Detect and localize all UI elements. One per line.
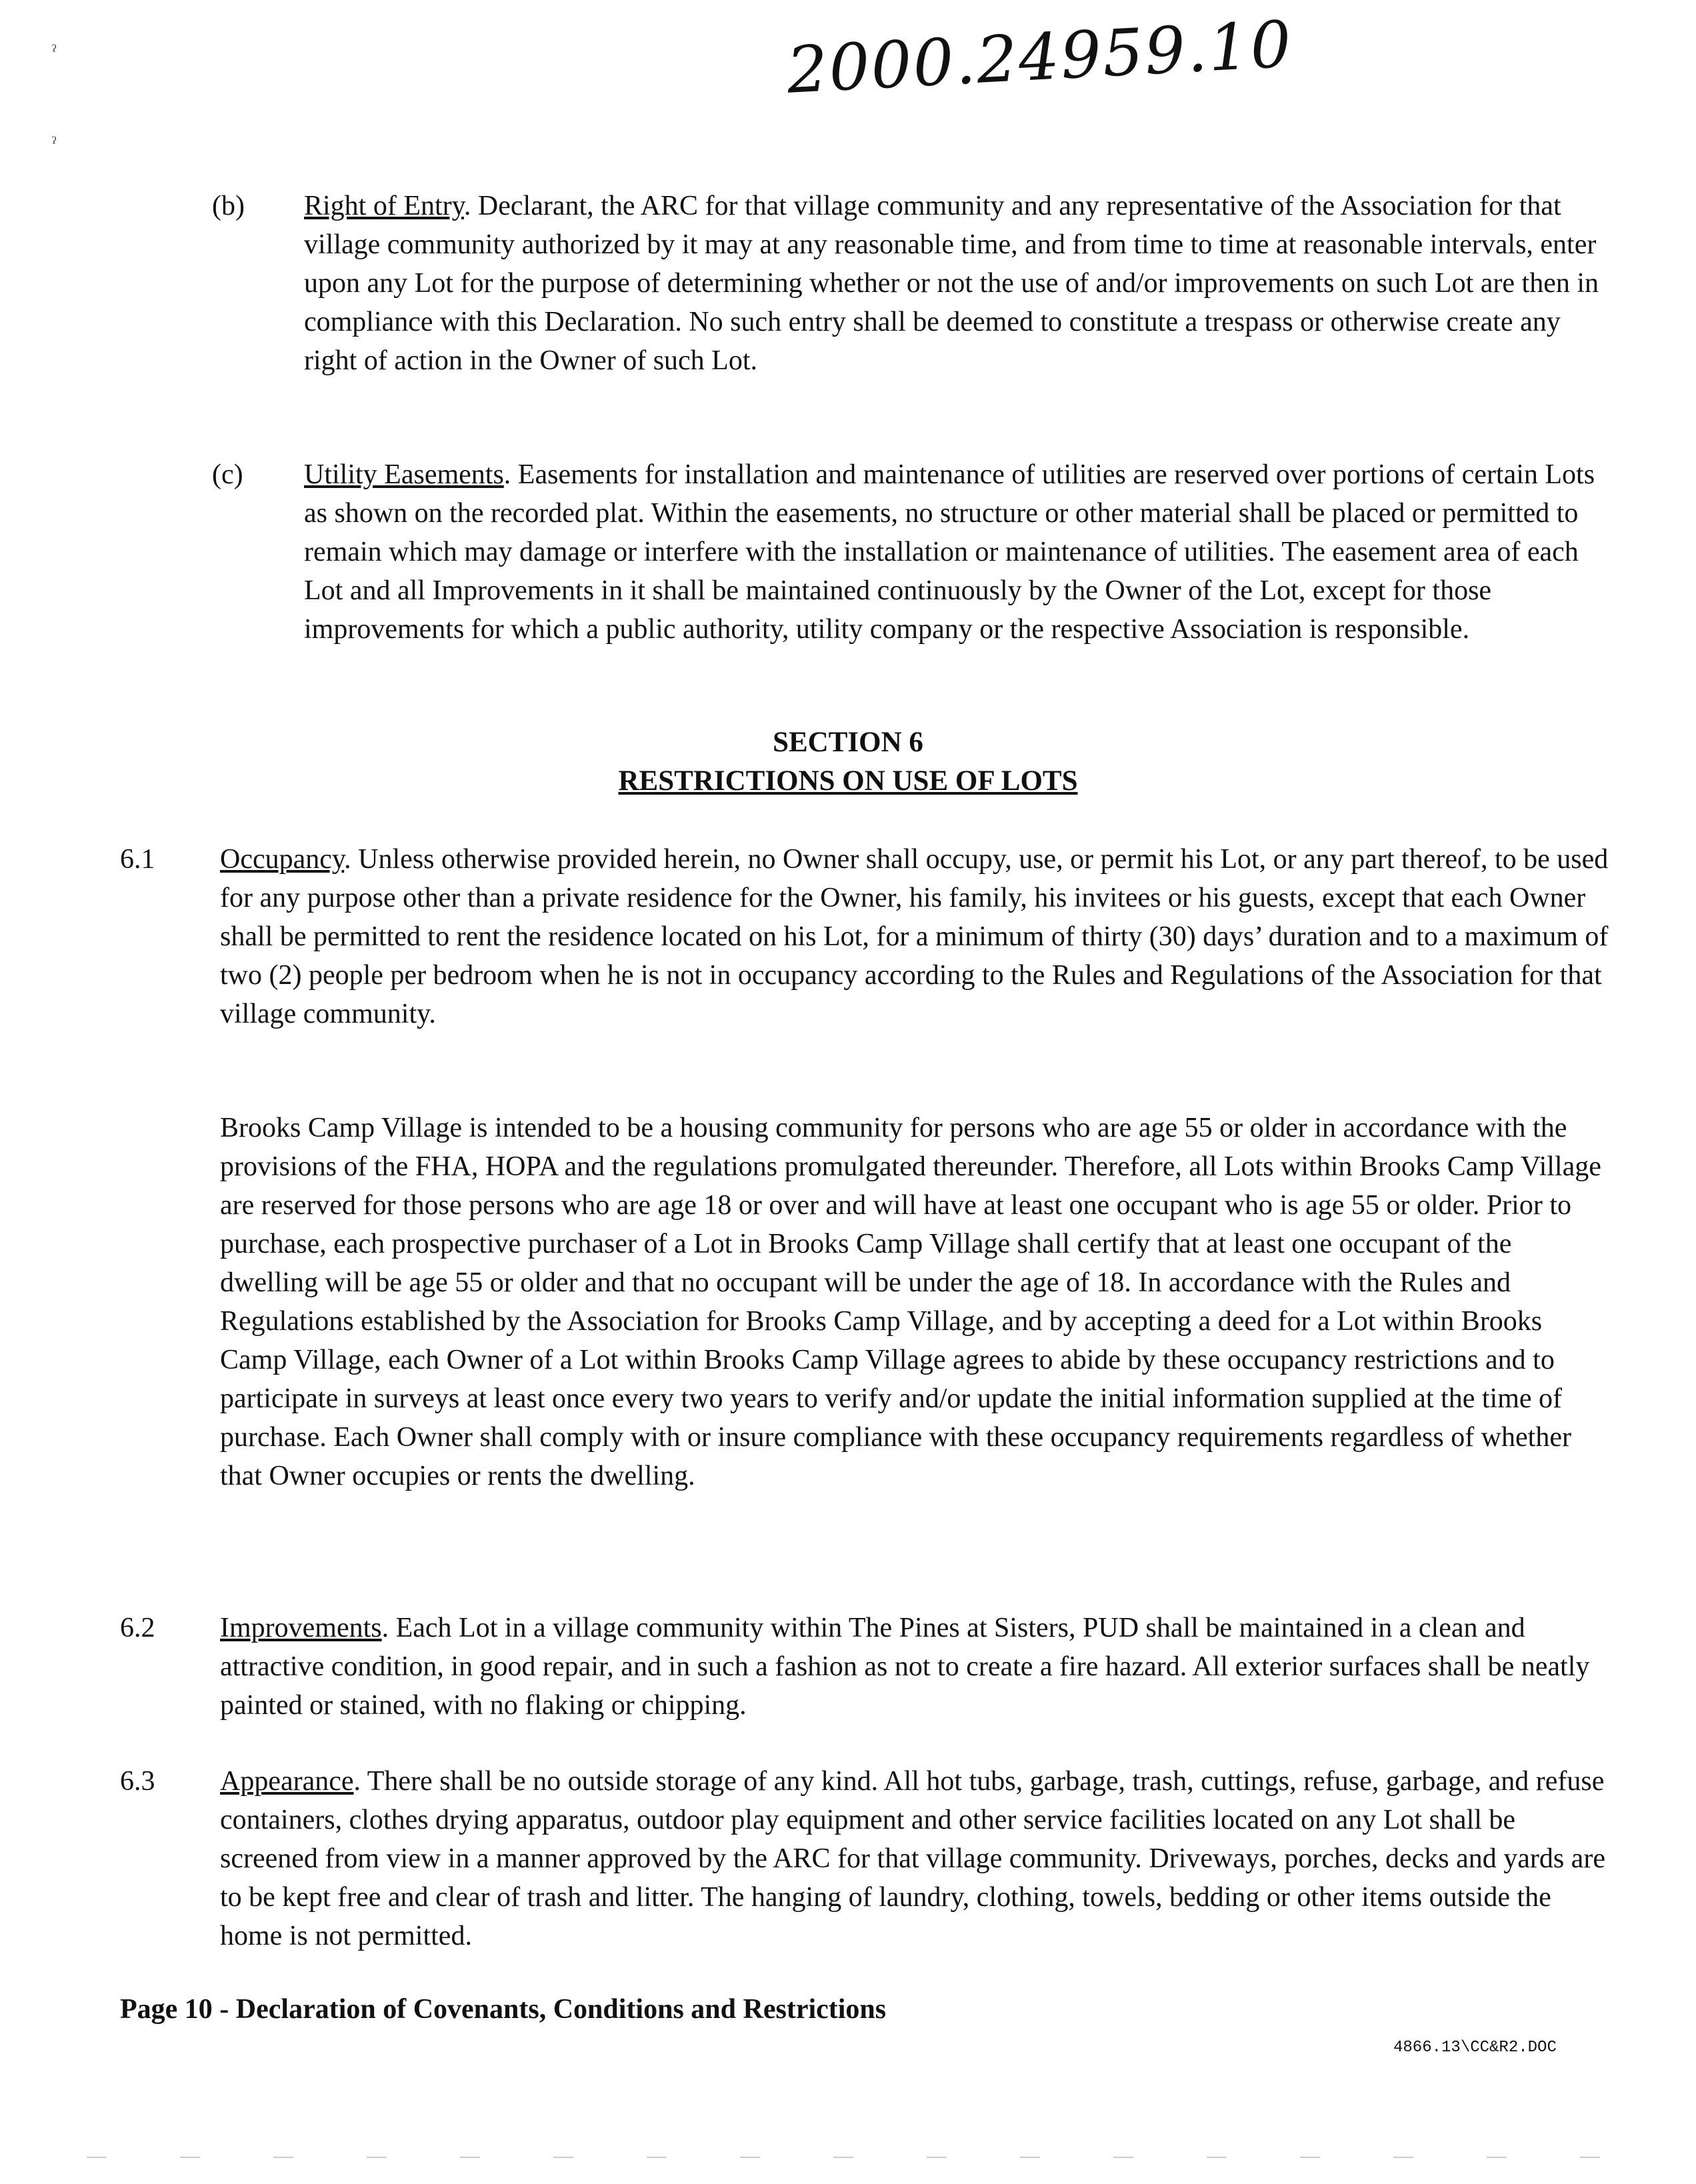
item-occupancy [220, 840, 1613, 1033]
item-occupancy-paragraph-2: Brooks Camp Village is intended to be a housing community for persons who are age 55 or older in accordance with the provisions of the FHA, HOPA and the regulations promulgated thereunder. Therefore, all Lots within Brooks Camp Village are reserved for those persons who are age 18 or over and will have at least one occupant who is age 55 or older. Prior to purchase, each prospective purchaser of a Lot in Brooks Camp Village shall certify that at least one occupant of the dwelling will be age 55 or older and that no occupant will be under the age of 18. In accordance with the Rules and Regulations established by the Association for Brooks Camp Village, and by accepting a deed for a Lot within Brooks Camp Village, each Owner of a Lot within Brooks Camp Village agrees to abide by these occupancy restrictions and to participate in surveys at least once every two years to verify and/or update the initial information supplied at the time of purchase. Each Owner shall comply with or insure compliance with these occupancy requirements regardless of whether that Owner occupies or rents the dwelling. [220, 1113, 1601, 1491]
subsection-label: (c) [212, 459, 243, 490]
item-number: 6.1 [120, 844, 155, 875]
item-text: . There shall be no outside storage of any kind. All hot tubs, garbage, trash, cuttings, refuse, garbage, and refuse containers, clothes drying apparatus, outdoor play equipment and other service facilities located on any Lot shall be screened from view in a manner approved by the ARC for that village community. Driveways, porches, decks and yards are to be kept free and clear of trash and litter. The hanging of laundry, clothing, towels, bedding or other items outside the home is not permitted. [220, 1766, 1605, 1951]
section-title: RESTRICTIONS ON USE OF LOTS [618, 765, 1078, 797]
subsection-heading: Right of Entry [304, 191, 464, 221]
document-id: 4866.13\CC&R2.DOC [1393, 2039, 1557, 2057]
item-text: . Each Lot in a village community within The Pines at Sisters, PUD shall be maintained in a clean and attractive condition, in good repair, and in such a fashion as not to create a fire hazard. All exterior surfaces shall be neatly painted or stained, with no flaking or chipping. [220, 1613, 1590, 1721]
item-heading: Improvements [220, 1613, 382, 1643]
item-text: . Unless otherwise provided herein, no Owner shall occupy, use, or permit his Lot, or any part thereof, to be used for any purpose other than a private residence for the Owner, his family, his invitees or his guests, except that each Owner shall be permitted to rent the residence located on his Lot, for a minimum of thirty (30) days’ duration and to a maximum of two (2) people per bedroom when he is not in occupancy according to the Rules and Regulations of the Association for that village community. [220, 844, 1609, 1029]
item-heading: Occupancy [220, 844, 345, 875]
scan-mark: ˀ [52, 41, 57, 61]
item-appearance [220, 1762, 1613, 1955]
scan-artifact-line [87, 2157, 1620, 2158]
item-number: 6.2 [120, 1613, 155, 1643]
subsection-text: . Declarant, the ARC for that village community and any representative of the Association for that village community authorized by it may at any reasonable time, and from time to time at reasonable intervals, enter upon any Lot for the purpose of determining whether or not the use of and/or improvements on such Lot are then in compliance with this Declaration. No such entry shall be deemed to constitute a trespass or otherwise create any right of action in the Owner of such Lot. [304, 191, 1599, 376]
item-improvements [220, 1609, 1613, 1725]
subsection-utility-easements [304, 455, 1611, 649]
subsection-text: . Easements for installation and maintenance of utilities are reserved over portions of certain Lots as shown on the recorded plat. Within the easements, no structure or other material shall be placed or permitted to remain which may damage or interfere with the installation or maintenance of utilities. The easement area of each Lot and all Improvements in it shall be maintained continuously by the Owner of the Lot, except for those improvements for which a public authority, utility company or the respective Association is responsible. [304, 459, 1595, 645]
item-number: 6.3 [120, 1766, 155, 1797]
item-heading: Appearance [220, 1766, 354, 1797]
section-number: SECTION 6 [773, 727, 923, 758]
page-footer-title: Page 10 - Declaration of Covenants, Conditions and Restrictions [120, 1994, 887, 2025]
subsection-right-of-entry [304, 187, 1611, 380]
scan-mark: ˀ [52, 133, 57, 153]
subsection-label: (b) [212, 191, 245, 221]
handwritten-recording-number: 2000.24959.10 [785, 7, 1295, 108]
subsection-heading: Utility Easements [304, 459, 504, 490]
